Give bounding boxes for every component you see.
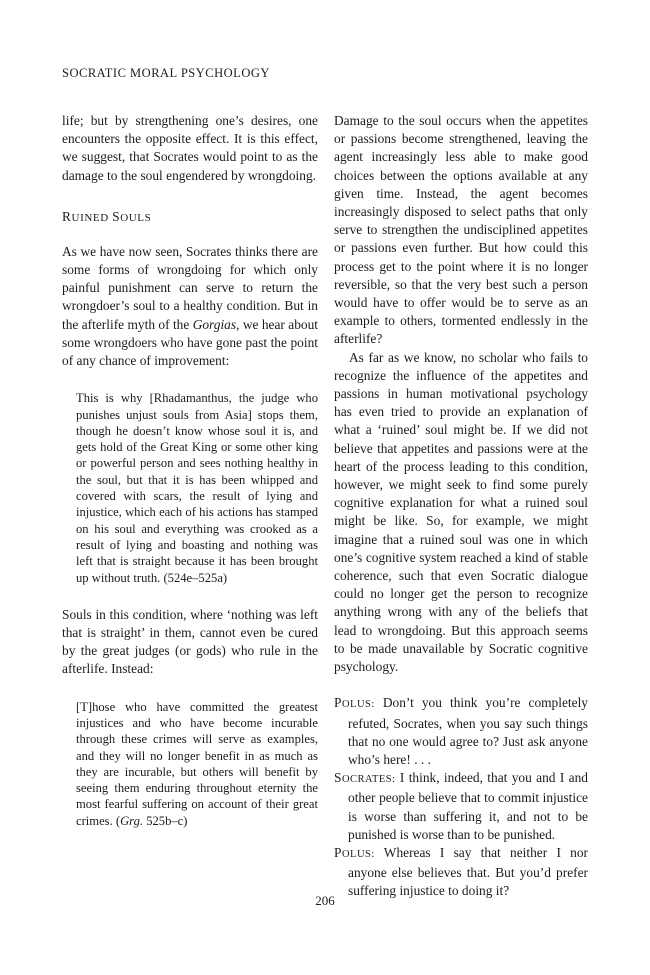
heading-text: OULS [120,211,152,224]
paragraph: Souls in this condition, where ‘nothing was left that is straight’ in them, cannot even be cured by the great judges (or gods) who rule in the afterlife. Instead: [62,606,318,677]
block-quote [76,699,318,829]
paragraph: Damage to the soul occurs when the appetites or passions become strengthened, leaving the agent increasingly less able to make good choices between the options available at any given time. Instead, the agent becomes increasingly disposed to select paths that only serve to strengthen the undisciplined appetites or passions even further. But how could this process get to the point where it is no longer reversible, so that the very best such a person would have to offer would be to serve as an example to others, tormented endlessly in the afterlife? [334,113,588,347]
section-heading [62,209,318,225]
paragraph: As far as we know, no scholar who fails to recognize the influence of the appetites and passions in human motivational psychology has even tried to provide an explanation of what a ‘ruined’ soul might be. If we did not believe that appetites and passions were at the heart of the process leading to this condition, however, we might seek to find some purely cognitive explanation for what a ruined soul might be like. So, for example, we might imagine that a ruined soul was one in which one’s cognitive system reached a kind of stable coherence, such that even Socratic dialogue could no longer get the person to recognize anything wrong with any of the beliefs that lead to wrongdoing. But this approach seems to be made unavailable by Socratic cognitive psychology. [334,349,588,675]
heading-initial: R [62,208,72,224]
text-run: As we have now seen, Socrates thinks there are some forms of wrongdoing for which only painful punishment can serve to return the wrongdoer’s soul to a healthy condition. But in the afterlife myth of the [62,243,318,332]
left-column [62,112,318,849]
speaker-initial: S [334,770,342,786]
speaker-rest: OLUS: [341,848,375,860]
speaker-initial: P [334,844,342,860]
paragraph: life; but by strengthening one’s desires, one encounters the opposite effect. It is this effect, we suggest, that Socrates would point to as the damage to the soul engendered by wrongdoing. [62,113,318,183]
right-column [334,112,588,901]
dialogue-line [334,694,588,769]
text-run: [T]hose who have committed the greatest injustices and who have become incurable through these crimes will serve as examples, and they will no longer benefit in as much as they are incurable, but others will benefit by seeing them enduring throughout eternity the most fearful suffering on account of their great crimes. ( [76,699,318,828]
speaker-initial: P [334,695,342,711]
dialogue [334,694,588,900]
quote-text [76,699,318,829]
work-title: Gorgias [192,316,237,332]
text-run: , we hear about some wrongdoers who have gone past the point of any chance of improvement: [62,316,318,369]
speaker-rest: OLUS: [341,699,375,711]
speech-text: Don’t you think you’re completely refuted, Socrates, when you say such things that no one would agree to? Just ask anyone who’s here! . . . [348,695,588,767]
page-number: 206 [315,893,335,908]
heading-text: UINED [71,211,113,224]
text-run: 525b–c) [143,813,188,828]
speech-text: I think, indeed, that you and I and other people believe that to commit injustice is worse than suffering it, and not to be punished is worse than to be punished. [348,770,588,842]
speaker-rest: OCRATES: [341,774,396,786]
dialogue-line [334,769,588,844]
running-head: SOCRATIC MORAL PSYCHOLOGY [62,66,270,80]
quote-text: This is why [Rhadamanthus, the judge who punishes unjust souls from Asia] stops them, though he doesn’t know whose soul it is, and gets hold of the Great King or some other king or powerful person and sees nothing healthy in the soul, but that it is has been whipped and covered with scars, the result of lying and injustice, which each of his actions has stamped on his soul and everything was crooked as a result of lying and boasting and nothing was left that is straight because it has been brought up without truth. (524e–525a) [76,391,318,585]
speaker-name [334,695,375,711]
citation-title: Grg. [120,813,144,828]
speaker-name [334,844,375,860]
speaker-name [334,770,396,786]
speech-text: Whereas I say that neither I nor anyone else believes that. But you’d prefer suffering injustice to doing it? [348,844,588,899]
paragraph [62,243,318,370]
block-quote [76,390,318,586]
heading-initial: S [112,208,121,224]
